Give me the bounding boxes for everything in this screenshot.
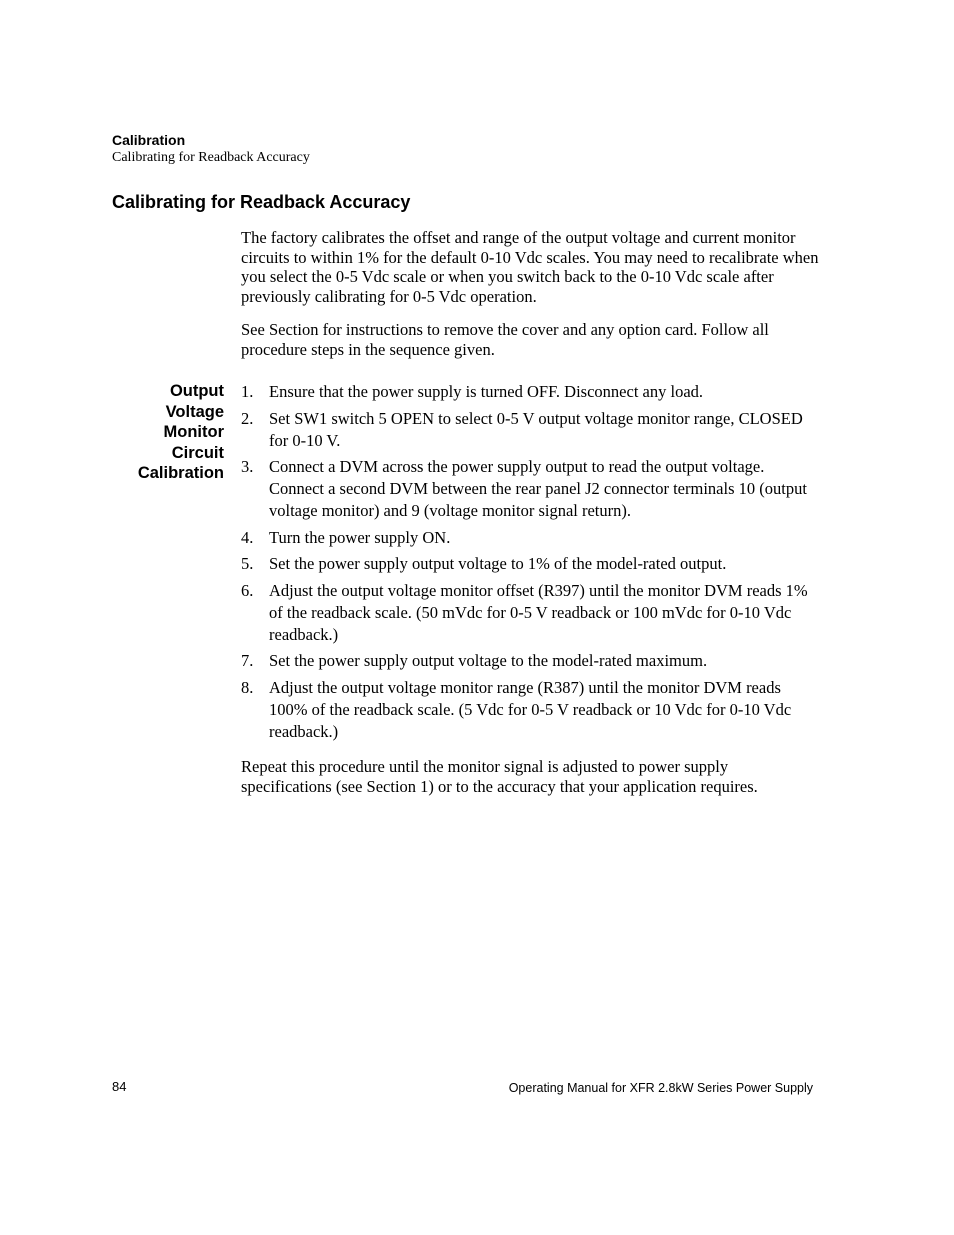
procedure-side-heading xyxy=(112,381,224,484)
step-number: 3. xyxy=(241,457,254,476)
footer-manual-title: Operating Manual for XFR 2.8kW Series Power Supply xyxy=(508,1081,813,1095)
procedure-step xyxy=(241,553,821,575)
procedure-step xyxy=(241,381,821,403)
step-text: Ensure that the power supply is turned OFF. Disconnect any load. xyxy=(269,382,704,401)
closing-paragraph: Repeat this procedure until the monitor signal is adjusted to power supply specifications (see Section 1) or to the accuracy that your application requires. xyxy=(241,757,758,796)
intro-paragraph: The factory calibrates the offset and range of the output voltage and current monitor circuits to within 1% for the default 0-10 Vdc scales. You may need to recalibrate when you select the 0-5 Vdc scale or when you switch back to the 0-10 Vdc scale after previously calibrating for 0-5 Vdc operation. xyxy=(241,228,819,306)
procedure-step xyxy=(241,677,821,743)
step-number: 1. xyxy=(241,382,254,401)
section-heading: Calibrating for Readback Accuracy xyxy=(112,192,411,212)
step-text: Turn the power supply ON. xyxy=(269,527,451,547)
step-text: Connect a DVM across the power supply output to read the output voltage. Connect a second DVM between the rear panel J2 connector terminals 10 (output voltage monitor) and 9 (voltage monitor signal return). xyxy=(269,457,807,520)
running-header-chapter: Calibration xyxy=(112,132,186,148)
step-number: 5. xyxy=(241,554,254,573)
step-text: Adjust the output voltage monitor range (R387) until the monitor DVM reads 100% of the readback scale. (5 Vdc for 0-5 V readback or 10 Vdc for 0-10 Vdc readback.) xyxy=(269,677,792,741)
procedure-step xyxy=(241,456,821,522)
step-text: Set the power supply output voltage to the model-rated maximum. xyxy=(269,651,708,670)
step-number: 4. xyxy=(241,527,254,547)
side-heading-line: Circuit xyxy=(171,443,224,462)
running-header-section: Calibrating for Readback Accuracy xyxy=(112,150,310,165)
step-number: 8. xyxy=(241,677,254,697)
side-heading-line: Calibration xyxy=(137,464,224,482)
step-number: 2. xyxy=(241,408,254,428)
procedure-step xyxy=(241,650,821,672)
procedure-step xyxy=(241,580,821,646)
intro-paragraph: See Section for instructions to remove the cover and any option card. Follow all procedure steps in the sequence given. xyxy=(241,320,769,359)
step-number: 7. xyxy=(241,651,254,670)
step-number: 6. xyxy=(241,580,254,600)
procedure-step xyxy=(241,408,821,452)
step-text: Set SW1 switch 5 OPEN to select 0-5 V output voltage monitor range, CLOSED for 0-10 V. xyxy=(269,408,803,450)
procedure-step xyxy=(241,527,821,549)
procedure-steps xyxy=(241,381,821,747)
side-heading-line: Monitor xyxy=(163,423,224,441)
running-header xyxy=(112,131,310,167)
step-text: Adjust the output voltage monitor offset (R397) until the monitor DVM reads 1% of the readback scale. (50 mVdc for 0-5 V readback or 100 mVdc for 0-10 Vdc readback.) xyxy=(269,580,808,644)
footer-page-number: 84 xyxy=(112,1079,127,1094)
step-text: Set the power supply output voltage to 1% of the model-rated output. xyxy=(269,554,727,573)
side-heading-line: Output xyxy=(169,382,224,400)
side-heading-line: Voltage xyxy=(165,402,224,421)
